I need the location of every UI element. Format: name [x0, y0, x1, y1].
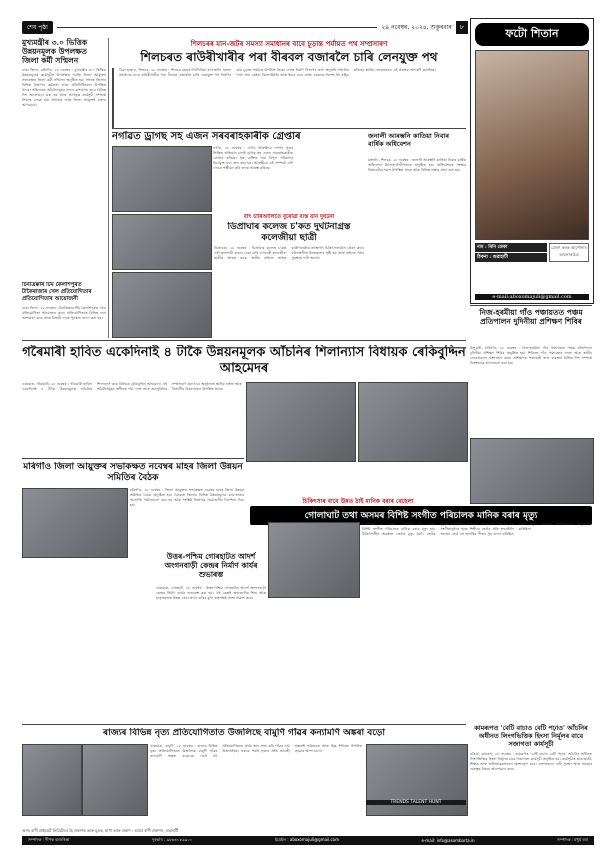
goswami-photo-1	[246, 382, 356, 462]
dipri-photo	[112, 214, 212, 270]
goswami-body: ডাকমাৰা, গৰৈমাৰী, ২৮ নবেম্বৰ : গৰৈমাৰী হাবিত একেদিনাই ৪ টাকৈ উন্নয়নমূলক আঁচনিৰ শিলান্যাস কৰে বিধায়ক ৰেকিবুদ্দিন আহমেদে। এই আঁচনিসমূহৰ অধীনত পথ, দলং আৰু জনসুবিধাৰ সম্প্ৰসাৰণ কৰা হ'ব। অনুষ্ঠানত স্থানীয় ৰাইজ আৰু বিভাগীয় বিষয়াসকল উপস্থিত থাকে।	[22, 382, 242, 391]
talent-label: TRENDS TALENT HUNT	[366, 800, 466, 805]
nij-photo	[470, 438, 594, 504]
caption-name: নাম : ৰিনি ডেকা	[475, 243, 547, 252]
issue-date: ২৯ নবেম্বৰ, ২০২৪, শুকুৰবাৰ	[381, 24, 452, 31]
goswami-headline: গৰৈমাৰী হাবিত একেদিনাই ৪ টাকৈ উন্নয়নমূলক আঁচনিৰ শিলান্যাস বিধায়ক ৰেকিবুদ্দিন আহমেদৰ	[22, 345, 466, 376]
chintu-headline: চিনত্ৰিক্কাৰ টিম কৈলাশপুৰত টাকৈৰাজাৰ খেল প্ৰতিযোগিতাৰ প্ৰতিযোগিতাৰ আয়োজনী	[22, 282, 92, 302]
chintu-photo	[112, 272, 212, 338]
main-headline: শিলচৰত ৰাউৰীখাৰীৰ পৰা বীৰবল বজাৰলৈ চাৰি লেনযুক্ত পথ	[140, 50, 438, 64]
page-number: ৮	[456, 21, 468, 34]
main-story	[112, 68, 466, 128]
section-rule-dance	[22, 724, 466, 725]
top-kicker: শিলচৰৰ যান-জটৰ সমস্যা সমাধানৰ বাবে চূড়ান্ত পৰ্যায়ত পথ সম্প্ৰসাৰণ	[190, 39, 388, 48]
section-rule	[112, 128, 466, 129]
kamrup-body: ৰঙিয়া, কামৰূপ, ২৮ নবেম্বৰ : কামৰূপত 'বেটি বাচাও বেটি পঢ়াও' আঁচনিৰ অধীনত লিংগভিত্তিক হিংসা নিৰ্মূলৰ বাবে সজাগতা কাৰ্যসূচী অনুষ্ঠিত হয়। কাৰ্যসূচীত ছাত্ৰ-ছাত্ৰী, শিক্ষক আৰু অভিভাৱকসকলে অংশগ্ৰহণ কৰে। বক্তাসকলে নাৰী সুৰক্ষা আৰু সমতাৰ গুৰুত্বৰ বিষয়ে আলোচনা কৰে।	[470, 752, 592, 771]
nij-headline: নিজ-হৰমীয়া গাঁও পঞ্চায়তত পঞ্চম প্ৰতিপালন দুদিনীয়া প্ৰশিক্ষণ শিবিৰ	[479, 308, 583, 326]
dance-body: ডাকমাৰা, বামুণি, ২৮ নবেম্বৰ : ৰাজ্যৰ বিভিন্ন নৃত্য প্ৰতিযোগিতাত উজলিছে বামুণি গাঁৱৰ কন্যামণি অঙ্কৰা বড়োৱে। তেওঁ বহু প্ৰতিযোগিতাত প্ৰথম স্থান লাভ কৰি গাঁৱৰ নাম উজলাইছে। সৰুৰে পৰাই নৃত্যৰ প্ৰতি আগ্ৰহী অঙ্কৰাই ভৱিষ্যতে আৰু উচ্চ শিখৰত উপনীত হোৱাৰ আশা ৰাখে।	[150, 744, 362, 758]
morigaon-headline: মৰিগাঁও জিলা আয়ুক্তৰ সভাকক্ষত নবেম্বৰ মাহৰ জিলা উন্নয়ন সমিতিৰ বৈঠক	[23, 462, 243, 483]
golaghat-body-left	[268, 600, 358, 720]
drug-headline: নগাঁৱত ড্ৰাগছ সহ এজন সৰবৰাহকাৰীক গ্ৰেপ্তাৰ	[112, 131, 301, 142]
column-divider	[108, 38, 109, 338]
dance-photo-2	[82, 744, 148, 816]
section-rule-goswami	[22, 340, 466, 341]
dance-headline: ৰাজ্যৰ বিভিন্ন নৃত্য প্ৰতিযোগিতাত উজলিছে বামুণি গাঁৱৰ কন্যামণি অঙ্কৰা বড়ো	[103, 728, 385, 738]
morigaon-body: মৰিগাঁও, ২৮ নবেম্বৰ : জিলা আয়ুক্তৰ সভাকক্ষত নবেম্বৰ মাহৰ জিলা উন্নয়ন সমিতিৰ বৈঠক অনুষ্ঠিত হয়। বৈঠকত জিলাৰ বিভিন্ন উন্নয়নমূলক কাম-কাজৰ অগ্ৰগতি পৰ্যালোচনা কৰা হয় আৰু সংশ্লিষ্ট বিভাগক প্ৰয়োজনীয় নিৰ্দেশনা দিয়া হয়।	[130, 488, 244, 507]
page-header	[22, 22, 468, 33]
uttar-body: ডাকমাৰা, গোৰহাট, ২৮ নবেম্বৰ : উত্তৰ-পশ্চিম গোৰহাটত আদৰ্শ অংগনবাড়ী কেন্দ্ৰৰ নিৰ্মাণ কাৰ্যৰ শুভাৰম্ভ কৰা হয়। এই কেন্দ্ৰই অঞ্চলটোৰ শিশু আৰু মাতৃসকলক উন্নত সেৱা প্ৰদান কৰিব বুলি কৰ্তৃপক্ষই আশা প্ৰকাশ কৰে।	[156, 586, 266, 600]
dance-photo-1	[22, 744, 82, 816]
nij-body: উলুবাৰী, মৰিগাঁও, ২৮ নবেম্বৰ : নিজ-হৰমীয়া গাঁও পঞ্চায়তত পঞ্চম প্ৰতিপালন দুদিনীয়া প্ৰশিক্ষণ শিবিৰ অনুষ্ঠিত হয়। শিবিৰত গাঁও পঞ্চায়তৰ সদস্য আৰু স্থানীয় লোকসকলে অংশগ্ৰহণ কৰে। প্ৰশিক্ষণত পঞ্চায়তী ৰাজ ব্যৱস্থাৰ বিভিন্ন দিশ সম্পৰ্কে বিতংভাৱে আলোচনা কৰা হয়।	[470, 346, 592, 365]
golaghat-photo	[268, 522, 360, 598]
section-rule-right	[470, 305, 592, 306]
photo-submit-email[interactable]: e-mail:aboxomajuli@gmail.com	[475, 294, 589, 300]
photo-feature-box	[470, 18, 594, 304]
golaghat-kicker: চিকিৎসাৰ বাবে উন্নত ঠাই মানিক বৰাৰ বেহেলা	[302, 498, 414, 505]
dipri-kicker: বাৎ চাৰিআলিতে বুৰোৱা ব্যস্ত যান দুৰ্ঘটনা	[243, 214, 335, 220]
left-column-story	[22, 38, 106, 278]
morigaon-photo	[22, 488, 128, 558]
kamrup-headline: কামৰূপত 'বেটি বাচাও বেটি পঢ়াও' আঁচনিৰ অধীনত লিংগভিত্তিক হিংসা নিৰ্মূলৰ বাবে সজাগতা কাৰ্যসূচী	[474, 724, 588, 748]
footer-adv-email[interactable]: e-mail: info@asombarta.in	[421, 838, 475, 843]
photo-feature-title: ফটো শিতান	[475, 23, 589, 46]
featured-photo	[475, 50, 589, 240]
main-story-photo	[112, 68, 114, 128]
goswami-photo-2	[358, 382, 468, 462]
jonali-headline: জনালী আৰম্ভনি কাতিয়া নিবাৰ বাৰ্ষিক অধিবেশন	[368, 132, 449, 148]
main-story-body: ডিমা হাছাও, শিলচৰ, ২৮ নবেম্বৰ : শিলচৰ চহৰৰ দীৰ্ঘদিনীয়া যান-জটৰ সমস্যা সমাধানৰ বাবে ৰাউৰীখাৰীৰ পৰা বীৰবল বজাৰলৈ চাৰি লেনযুক্ত পথ নিৰ্মাণৰ কাম চূড়ান্ত পৰ্যায়ত উপনীত হৈছে। লোক নিৰ্মাণ বিভাগৰ তথ্য অনুসৰি পথটোৰ দৈৰ্ঘ্য প্ৰায় কেইবা কিলোমিটাৰ আৰু ইয়াৰ বাবে ৰাজ্য চৰকাৰে বিশেষ ধন মঞ্জুৰ কৰিছে। স্থানীয় লোকসকলে এই প্ৰকল্পক আদৰণি জনাইছে।	[119, 68, 436, 77]
uttar-headline: উত্তৰ-পশ্চিম গোৰহাটত আদৰ্শ অংগনবাড়ী কেন্দ্ৰৰ নিৰ্মাণ কাৰ্যৰ শুভাৰম্ভ	[164, 552, 258, 579]
talent-photo	[366, 744, 468, 816]
imprint-line: অসম বাণী প্ৰাইভেট লিমিটেডৰ হৈ প্ৰকাশক আৰু মুদ্ৰক, ছাপা আৰু প্ৰকাশ : আমৰ বাণী প্ৰকাশন, গুৱাহাটী	[22, 828, 179, 833]
dipri-body: ডিপ্ৰাঘাৰ, ২৮ নবেম্বৰ : ডিপ্ৰাঘাৰ কলেজ চ'কত এটা দ্ৰুতগামী বাহনে ঠেকা মাৰি এগৰাকী কলেজীয়া ছাত্ৰীক আহত কৰে। স্থানীয় ৰাইজে আহত ছাত্ৰীগৰাকীক তৎক্ষণাৎ চিকিৎসালয়লৈ প্ৰেৰণ কৰে। ঘটনাস্থলীত উত্তেজনাৰ সৃষ্টি হয় আৰু ৰাইজে পথৰ সুৰক্ষাৰ দাবী জনায়।	[214, 246, 364, 260]
dipri-headline: ডিপ্ৰাঘাৰ কলেজ চ'কত দুৰ্ঘটনাগ্ৰস্ত কলেজীয়া ছাত্ৰী	[227, 222, 351, 243]
section-label: শেষ পৃষ্ঠা	[22, 21, 53, 34]
footer-phone: দূৰভাষ : ৯৮৬৪০৮৯৯০০	[151, 837, 193, 842]
submit-note: প্ৰেৰণ কৰক আপোনাৰ আলোকচিত্ৰ	[549, 243, 589, 262]
caption-place: ঠিকনা : গুৱাহাটী	[475, 253, 547, 262]
golaghat-body: গোলাঘাট, ২৮ নবেম্বৰ : গোলাঘাট তথা অসমৰ বিশিষ্ট সংগীত পৰিচালক মানিক বৰাৰ মৃত্যু হয়। চিকিৎসাধীন অৱস্থাত তেওঁৰ মৃত্যু ঘটে। তেওঁৰ মৃত্যুত সাংস্কৃতিক জগতত শোকৰ ছাঁ পৰিছে। বহু সংগীতানুষ্ঠান আৰু শিল্পীয়ে তেওঁৰ প্ৰতি শ্ৰদ্ধাঞ্জলি জনায়। তেওঁ বহু জনপ্ৰিয় গীতৰ সুৰ প্ৰদান কৰিছিল আৰু নতুন প্ৰজন্মৰ শিল্পীসকলক অনুপ্ৰাণিত কৰিছিল।	[362, 522, 592, 536]
jonali-body: মঙ্গলদৈ, শিলচৰ, ২৮ নবেম্বৰ : জনালী আৰম্ভনি কাতিয়া নিবাৰ বাৰ্ষিক অধিবেশন উৎসাহ-উদ্দীপনাৰে অনুষ্ঠিত হয়। অধিবেশনত সংস্থাৰ বিষয়ববীয়াসকল উপস্থিত থাকে আৰু বিভিন্ন প্ৰস্তাৱ গ্ৰহণ কৰা হয়।	[368, 158, 466, 172]
section-rule-morigaon	[22, 458, 244, 459]
drug-story-photo	[112, 146, 212, 212]
golaghat-headline: গোলাঘাট তথা অসমৰ বিশিষ্ট সংগীত পৰিচালক মানিক বৰাৰ মৃত্যু	[250, 506, 592, 525]
drug-story-body-cont	[296, 146, 364, 210]
footer-email[interactable]: ইমেইল : aboxomajuli@gmail.com	[275, 837, 340, 842]
footer-editor: সম্পাদক : দীপক হাজৰিকা	[28, 837, 70, 842]
left-column-headline: মুখ্যমন্ত্ৰীৰ ৩.০ ভিত্তিক উন্নয়নমূলক উপলক্ষত জিলা কৰ্মী সন্মিলন	[22, 38, 88, 65]
footer-publisher: সম্পাদক : মধুৰ্য বৰা	[557, 837, 588, 842]
footer-bar	[22, 836, 594, 845]
header-rule	[57, 27, 377, 28]
left-column-body: ঢাকা জিলা, মৰিগাঁও, ২৮ নবেম্বৰ : মুখ্যমন্ত্ৰীৰ ৩.০ ভিত্তিক উন্নয়নমূলক কাৰ্যসূচীৰ উপলক্ষত আজি জিলা আয়ুক্তৰ সভাকক্ষত জিলা কৰ্মী সন্মিলন অনুষ্ঠিত হয়। সভাত জিলাৰ বিভিন্ন বিভাগৰ কৰ্মকৰ্তা আৰু প্ৰতিনিধিসকল উপস্থিত থাকে। সন্মিলনত আঁচনিসমূহৰ সফল ৰূপায়ণৰ বাবে বিভিন্ন দিশ আলোচনা কৰা হয় আৰু আগন্তুক কাৰ্যসূচী সম্পৰ্কে সিদ্ধান্ত লোৱা হয়। বিধায়ক আৰু জিলা আয়ুক্তই বক্তব্য আগবঢ়ায়।	[22, 68, 106, 107]
drug-story-body: নগাঁও, ২৮ নবেম্বৰ : নগাঁও আৰক্ষীয়ে গোপন সূত্ৰৰ ভিত্তিত অভিযান চলাই ড্ৰাগছ সহ এজন সৰবৰাহকাৰীক গ্ৰেপ্তাৰ কৰিছে। ধৃত ব্যক্তিৰ পৰা বিপুল পৰিমাণৰ নিচাযুক্ত দ্ৰব্য জব্দ কৰা হয়। আৰক্ষীয়ে এই সম্পৰ্কে এটা গোচৰ পঞ্জীয়ন কৰি তদন্ত আৰম্ভ কৰিছে।	[213, 146, 293, 170]
chintu-body: ঢাকা জিলা, ২৮ নবেম্বৰ : চিনত্ৰিক্কাৰ টিম কৈলাশপুৰত খেল প্ৰতিযোগিতা আয়োজন কৰে। প্ৰতিযোগিতাত বিভিন্ন দলে অংশগ্ৰহণ কৰে আৰু বিজয়ী দলক পুৰস্কাৰ প্ৰদান কৰা হয়।	[22, 306, 106, 320]
